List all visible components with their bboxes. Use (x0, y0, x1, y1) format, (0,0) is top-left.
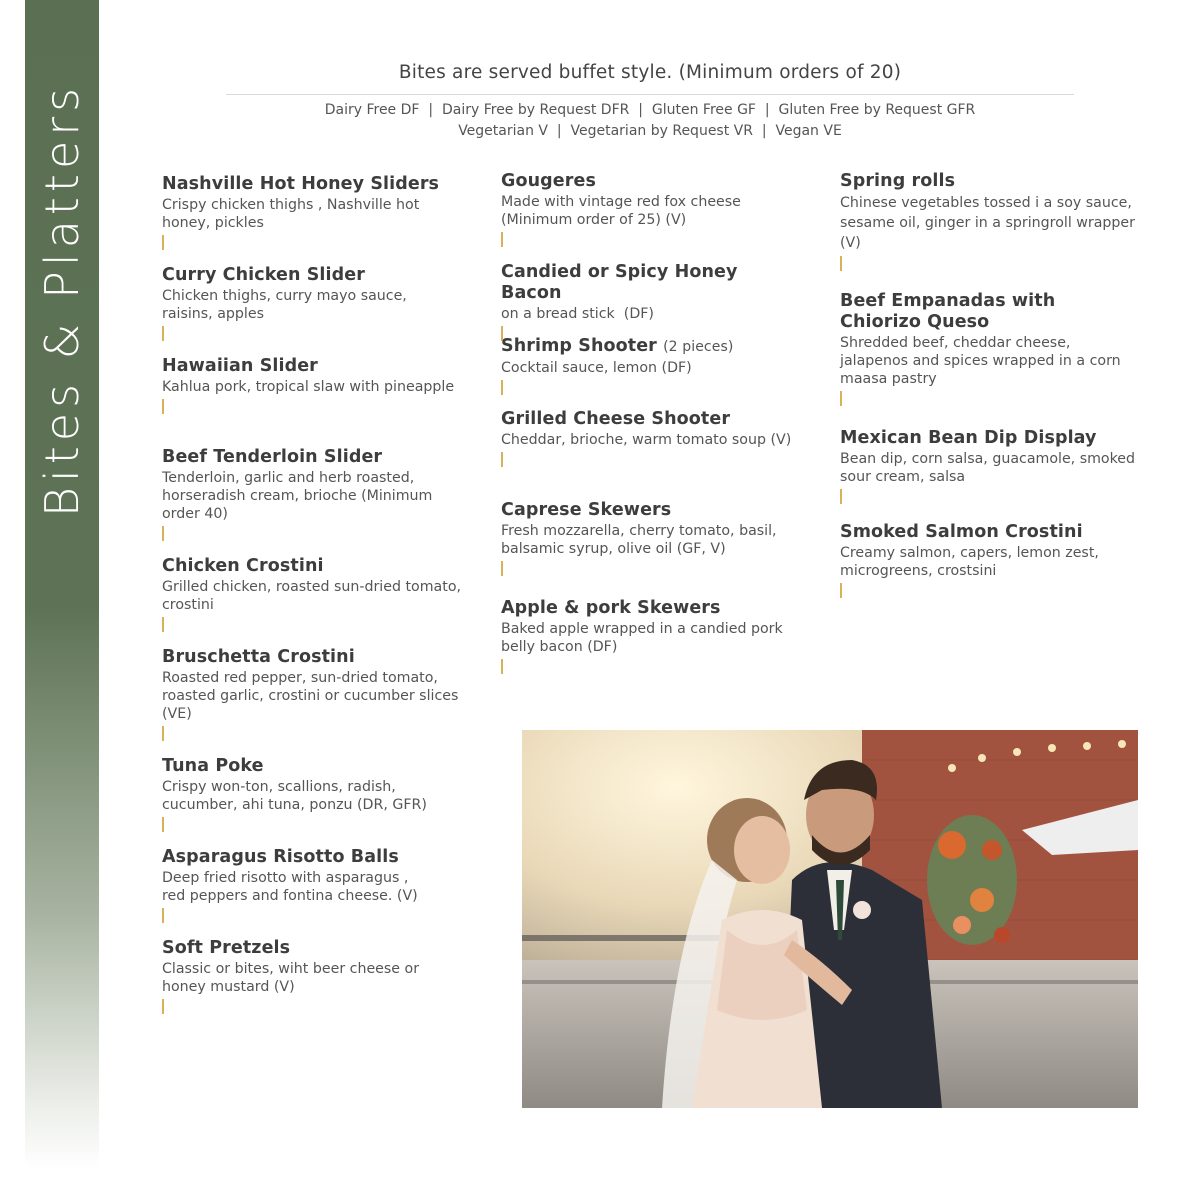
item-name: Candied or Spicy Honey Bacon (501, 262, 738, 303)
item-name: Hawaiian Slider (162, 356, 318, 376)
gold-tick (162, 326, 164, 341)
item-name: Tuna Poke (162, 756, 264, 776)
menu-item (501, 598, 801, 674)
item-description: on a bread stick (DF) (501, 306, 654, 322)
gold-tick (840, 583, 842, 598)
item-description: Deep fried risotto with asparagus , red peppers and fontina cheese. (V) (162, 870, 418, 904)
item-description: Crispy won-ton, scallions, radish, cucumber, ahi tuna, ponzu (DR, GFR) (162, 779, 427, 813)
gold-tick (162, 726, 164, 741)
item-description: Made with vintage red fox cheese (Minimum order of 25) (V) (501, 194, 741, 228)
menu-item (162, 647, 462, 741)
item-description: Cheddar, brioche, warm tomato soup (V) (501, 432, 792, 448)
item-description: Bean dip, corn salsa, guacamole, smoked sour cream, salsa (840, 451, 1136, 485)
menu-item (840, 291, 1140, 406)
item-quantity: (2 pieces) (663, 339, 734, 355)
menu-item (501, 336, 801, 395)
intro-text: Bites are served buffet style. (Minimum orders of 20) (398, 62, 902, 83)
item-description: Classic or bites, wiht beer cheese or honey mustard (V) (162, 961, 420, 995)
gold-tick (840, 489, 842, 504)
gold-tick (162, 817, 164, 832)
section-title: Bites & Platters (35, 82, 89, 518)
menu-item (162, 265, 462, 341)
item-name: Chicken Crostini (162, 556, 324, 576)
item-description: Baked apple wrapped in a candied pork belly bacon (DF) (501, 621, 783, 655)
gold-tick (162, 526, 164, 541)
item-description: Cocktail sauce, lemon (DF) (501, 360, 692, 376)
gold-tick (501, 380, 503, 395)
item-name: Grilled Cheese Shooter (501, 409, 731, 429)
item-name: Asparagus Risotto Balls (162, 847, 399, 867)
item-name: Spring rolls (840, 171, 956, 191)
item-description: Tenderloin, garlic and herb roasted, horseradish cream, brioche (Minimum order 40) (162, 470, 433, 522)
menu-item (501, 500, 801, 576)
wedding-couple-photo (522, 730, 1138, 1108)
menu-item (840, 428, 1140, 504)
item-description: Roasted red pepper, sun-dried tomato, roasted garlic, crostini or cucumber slices (VE) (162, 670, 459, 722)
menu-item (162, 556, 462, 632)
menu-item (162, 756, 462, 832)
gold-tick (501, 232, 503, 247)
item-description: Kahlua pork, tropical slaw with pineapple (162, 379, 455, 395)
item-name: Beef Empanadas with Chiorizo Queso (840, 291, 1056, 332)
item-description: Creamy salmon, capers, lemon zest, microgreens, crostsini (840, 545, 1099, 579)
menu-item (840, 522, 1140, 598)
divider (226, 94, 1074, 95)
item-name-row (501, 336, 801, 358)
menu-item (162, 938, 462, 1014)
menu-item (162, 447, 462, 541)
item-description: Shredded beef, cheddar cheese, jalapenos and spices wrapped in a corn maasa pastry (840, 335, 1121, 387)
gold-tick (162, 908, 164, 923)
gold-tick (501, 452, 503, 467)
legend-line-1: Dairy Free DF | Dairy Free by Request DFR | Gluten Free GF | Gluten Free by Request GFR (324, 102, 976, 118)
item-description: Fresh mozzarella, cherry tomato, basil, balsamic syrup, olive oil (GF, V) (501, 523, 777, 557)
dietary-legend (200, 100, 1100, 142)
gold-tick (840, 256, 842, 271)
menu-item (162, 847, 462, 923)
item-description: Grilled chicken, roasted sun-dried tomato, crostini (162, 579, 462, 613)
menu-item (162, 174, 462, 250)
item-name: Apple & pork Skewers (501, 598, 721, 618)
menu-item (840, 171, 1140, 271)
menu-item (162, 356, 462, 414)
item-name: Caprese Skewers (501, 500, 672, 520)
item-name: Mexican Bean Dip Display (840, 428, 1097, 448)
item-description: Chicken thighs, curry mayo sauce, raisins, apples (162, 288, 407, 322)
item-name: Curry Chicken Slider (162, 265, 365, 285)
item-name: Nashville Hot Honey Sliders (162, 174, 440, 194)
item-description: Crispy chicken thighs , Nashville hot honey, pickles (162, 197, 420, 231)
legend-line-2: Vegetarian V | Vegetarian by Request VR | Vegan VE (458, 123, 842, 139)
item-name: Smoked Salmon Crostini (840, 522, 1083, 542)
item-name: Gougeres (501, 171, 596, 191)
item-name: Beef Tenderloin Slider (162, 447, 383, 467)
item-description: Chinese vegetables tossed i a soy sauce, sesame oil, ginger in a springroll wrapper (V) (840, 195, 1135, 251)
menu-item (501, 409, 801, 467)
item-name: Bruschetta Crostini (162, 647, 355, 667)
menu-item (501, 171, 801, 247)
gold-tick (162, 235, 164, 250)
gold-tick (501, 659, 503, 674)
item-name: Soft Pretzels (162, 938, 291, 958)
gold-tick (162, 399, 164, 414)
menu-item (501, 262, 801, 341)
item-name: Shrimp Shooter (501, 336, 657, 356)
gold-tick (840, 391, 842, 406)
gold-tick (501, 561, 503, 576)
gold-tick (162, 999, 164, 1014)
gold-tick (162, 617, 164, 632)
